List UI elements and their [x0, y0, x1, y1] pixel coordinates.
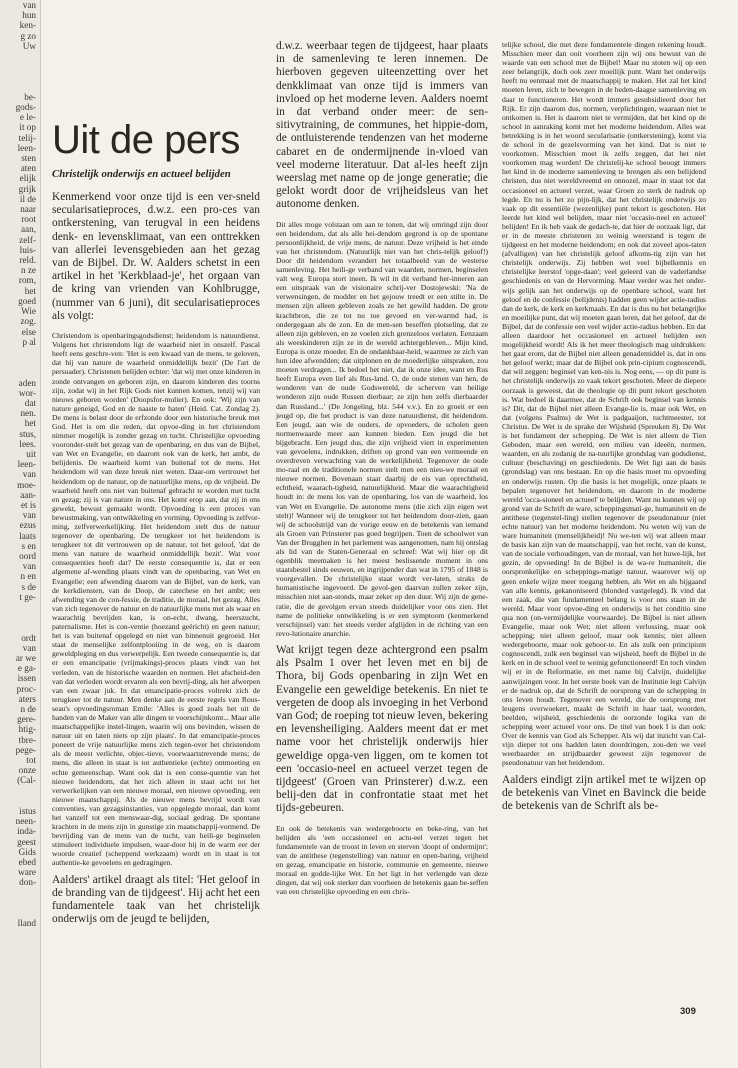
- gutter-line: et is: [20, 499, 36, 510]
- gutter-line: stus,: [19, 428, 36, 439]
- gutter-line: n de: [20, 704, 36, 715]
- gutter-line: [0, 61, 40, 71]
- gutter-line: van: [22, 510, 36, 521]
- gutter-line: van: [22, 642, 36, 653]
- gutter-line: [0, 898, 40, 908]
- gutter-line: grijk: [18, 183, 36, 194]
- gutter-line: uit: [26, 448, 36, 459]
- gutter-line: Wie: [21, 306, 36, 317]
- gutter-line: s en: [21, 540, 36, 551]
- gutter-line: else: [21, 326, 36, 337]
- gutter-line: t ge-: [19, 591, 36, 602]
- gutter-line: root: [21, 214, 36, 225]
- middle-lead-paragraph: d.w.z. weerbaar tegen de tijdgeest, haar plaats in de samenleving te leren innemen. De hierboven gegeven uiteenzetting over het denkklimaat van onze tijd is immers van invloed op het moderne leven. Aalders noemt in dat verband onder meer: de sen-sitivytraining, de communes, het hippie-dom, de ontluisterende tendenzen van het moderne cabaret en de ondermijnende in-vloed van veel moderne literatuur. Dat al-les heeft zijn weerslag met name op de jonge generatie; die gelokt wordt door de vrijheidsleus van het autonome denken.: [276, 40, 488, 211]
- gutter-line: Gids: [18, 846, 36, 857]
- gutter-line: het: [24, 285, 36, 296]
- gutter-line: tbre-: [18, 734, 36, 745]
- middle-quoted-passage: Dit alles moge volstaan om aan te tonen, dat wij omringd zijn door een heidendom, dat als alle hei-dendom gegrond is op de spontane persoonlijkheid, de vrije mens, de natuur. Deze vrijheid is het einde van het christendom. (Natuurlijk niet van het chris-telijk geloof!) Door dit heidendom verandert het totaalbeeld van de westerse samenleving. Het heili-ge verband van waarden, normen, beginselen valt weg. Europa stort ineen. Ik wil in dit verband her-inneren aan een uitspraak van de visionaire schrij-ver Dostojewski: 'Na de verwensingen, de modder en het gejouw treedt er een stilte in. De mensen zijn alleen gebleven zoals ze het gewild hadden. De grote krachtbron, die ze tot nu toe gevoed en ver-warmd had, is ondergegaan als de zon. En de men-sen beseffen plotseling, dat ze alleen zijn gebleven, en ze voelen zich grenzeloos verlaten. Eenzaam als weeskinderen zijn ze in de wereld achtergebleven... Mijn kind, Europa is onze moeder. En de ondankbaar-heid, waarmee ze zich van hun idee afwendden; dat uitplonen en de moederlijke uitspraken, zou moeten verdragen... Ik bedoel het niet, dat ik onze idee, want en Rus heeft Europa even lief als Rus-land. O, de oude stenen van hen, de wonderen van de oude Godswereld, de scherven van heilige wonderen zijn oude Russen dierbaar; ze zijn hen zelfs dierbaarder dan Russland...' (De Jongeling, blz. 544 v.v.). En zo groeit er een jeugd op, die het product is van deze natuurdienst, dit heidendom. Een jeugd, aan wie de ouders, de opvoeders, de scholen geen normenwaarde meer aan kunnen bieden. Een jeugd die het bijgebracht. Een jeugd dus, die zijn vrijheid viert in experimenten van gevoelens, indrukken, driften op grond van een vermeende en overdreven verwachting van de werkelijkheid. Tegenover de oude mo-raal en de traditionele normen stelt men een nieu-we moraal en nieuwe normen. Bovenaan staat daarbij de eis van oprechtheid, echtheid, waarach-tigheid, natuurlijkheid. Maar die waarachtigheid houdt in: de mens los van de openbaring, los van de waarheid, los van Wet en Evangelie. De autonome mens (die zich zijn eigen wet stelt)! Wanneer wij de terugkeer tot het heidendom door-zien, gaan wij de schoolstrijd van de vorige eeuw en de betekenis van iemand als Groen van Prinsterer pas goed begrijpen. Toen de schoolwet van Van der Brugghen in het parlement was aangenomen, nam hij ontslag als lid van de Staten-Generaal en schreef: Wat wij hier op dit ogenblik meemaken is het meest beslissende moment in ons staatsbestel sinds eeuwen, en ingrijpender dan wat in 1795 of 1848 is voorgevallen. De christelijke staat wordt ver-laten, straks de humanistische ingevoerd. De gevol-gen daarvan zullen zeker zijn, misschien niet aan-stonds, maar zeker op den duur. Wij zijn de gene-ratie, die de gevolgen ervan steeds duidelijker voor ons zien. Het name de politieke ontwikkeling is er een symptoom (kenmerkend verschijnsel) van: het steeds verder afglijden in de richting van een revo-lutionaire anarchie.: [276, 219, 488, 638]
- gutter-line: luis-: [19, 244, 36, 255]
- gutter-line: inda-: [17, 826, 36, 837]
- gutter-line: elijk: [19, 173, 36, 184]
- gutter-line: rom,: [18, 275, 36, 286]
- gutter-line: nen.: [20, 408, 36, 419]
- gutter-line: aters: [18, 693, 36, 704]
- gutter-line: neen-: [15, 816, 36, 827]
- gutter-line: leen-: [17, 142, 36, 153]
- gutter-line: [0, 347, 40, 357]
- gutter-line: goed: [18, 295, 36, 306]
- gutter-line: issen: [17, 673, 36, 684]
- gutter-line: leen-: [17, 459, 36, 470]
- gutter-line: htig-: [18, 724, 36, 735]
- column-middle: [276, 40, 488, 896]
- gutter-line: [0, 786, 40, 796]
- column-right: [502, 40, 706, 821]
- gutter-line: istus: [19, 806, 36, 817]
- gutter-line: [0, 71, 40, 81]
- gutter-line: aden: [18, 377, 36, 388]
- psalm-paragraph: Wat krijgt tegen deze achtergrond een psalm als Psalm 1 over het leven met en bij de Thora, bij Gods openbaring in zijn Wet en Evangelie een geweldige betekenis. En niet te vergeten de doop als invoeging in het Verbond van God; de roeping tot nieuw leven, bekering en levensheiliging. Aalders meent dat er met name voor het christelijk onderwijs hier geweldige opga-ven liggen, om te komen tot een 'occasio-neel en actueel verzet tegen de tijdgeest' (Groen van Prinsterer) d.w.z. een belij-den dat in confrontatie staat met het tijds-gebeuren.: [276, 643, 488, 815]
- gutter-line: proc-: [16, 683, 36, 694]
- previous-page-edge: [0, 0, 41, 1068]
- intro-paragraph: Kenmerkend voor onze tijd is een ver-sneld secularisatieproces, d.w.z. een pro-ces van ontkerstening, van terugval in een heidens denk- en levensklimaat, van een onttrekken van allerlei levensgebieden aan het gezag van de Bijbel. Dr. W. Aalders schetst in een artikel in het 'Kerkblaad-je', het orgaan van de kring van vrienden van Kohlbrugge, (nummer van 6 juni), dit secularisatieproces als volgt:: [52, 191, 260, 322]
- gutter-line: dat: [24, 397, 36, 408]
- gutter-line: ezus: [19, 520, 36, 531]
- gutter-line: oord: [19, 550, 36, 561]
- gutter-line: e le-: [19, 112, 36, 123]
- gutter-line: n ze: [20, 265, 36, 276]
- gutter-line: [0, 622, 40, 632]
- gutter-line: reld.: [19, 255, 36, 266]
- gutter-line: n en: [20, 571, 36, 582]
- gutter-line: p al: [22, 336, 36, 347]
- gutter-line: zog.: [20, 316, 36, 327]
- gutter-line: geest: [17, 836, 36, 847]
- gutter-line: zelf-: [19, 234, 36, 245]
- gutter-line: moe-: [17, 479, 36, 490]
- closing-paragraph-right: Aalders eindigt zijn artikel met te wijzen op de betekenis van Vinet en Bavinck die beide de betekenis van de Schrift als be-: [502, 773, 706, 812]
- gutter-line: pege-: [15, 744, 36, 755]
- gutter-line: [0, 357, 40, 367]
- gutter-line: [0, 612, 40, 622]
- column-left: [52, 118, 260, 934]
- gutter-line: ordt: [21, 632, 36, 643]
- page-title: Uit de pers: [52, 118, 240, 162]
- gutter-line: het: [24, 418, 36, 429]
- gutter-line: telij-: [18, 132, 36, 143]
- gutter-line: g zo: [20, 30, 36, 41]
- gutter-line: gods-: [15, 102, 36, 113]
- gutter-line: [0, 908, 40, 918]
- gutter-line: hun: [22, 10, 36, 21]
- gutter-line: tot: [26, 755, 36, 766]
- gutter-line: van: [22, 561, 36, 572]
- gutter-line: ware: [18, 867, 36, 878]
- gutter-line: it op: [19, 122, 36, 133]
- right-quoted-passage: telijke school, die met deze fundamentele dingen rekening houdt. Misschien meer dan ooit voorheen zijn wij ons bewust van de waarde van een school met de Bijbel! Maar nu stoten wij op een zeer belangrijk, doch ook zeer moeilijk punt. Want het onderwijs heeft nu eenmaal met de maatschappij te maken. Het zal het kind moeten leren, zich te bewegen in de heden-daagse samenleving en daar te functioneren. Het wordt immers gesubsidieerd door het Rijk. Er zijn daarom dus, normen, verplichtingen, waaraan niet te ontkomen is. Het is daarom niet te vermijden, dat het kind op de school in aanraking komt met het moderne heidendom. Alles wat betrekking is in het woord secularisatie (ontkerstening), komt via de school in de gezelsvorming van het kind. Dat is niet te voorkomen. Misschien moet ik zelfs zeggen, dat het niet voorkomen mag worden! De christelij-ke school beoogt immers het kind in de moderne samenleving te brengen als een belijdend christen, dus niet wereldvreemd en onnozel, maar in staat tot dat occasioneel en actueel verzet, waar Groen zo sterk de nadruk op legde. En nu is het zo pijn-lijk, dat het christelijk onderwijs zo vaak op dit essentiële (wezenlijke) punt tekort is geschoten. Het leerde het kind wel belijden, maar niet 'occasio-neel en actueel' belijden! En ik heb vaak de gedach-te, dat hier de oorzaak ligt, dat er in de meeste christenen zo weinig weerstand is tegen de tijdgeest en het moderne heidendom; en ook dat zoveel apos-taten (afvalligen) van het christelijk geloof afkoms-tig zijn van het christelijk onderwijs. Zij hebben wel veel bijbelkennis en christelijke leerstof 'opge-daan'; veel geleerd van de vaderlandse geschiedenis en van de Hervorming. Maar verder was het onder-wijs gelijk aan het onderwijs op de openbare school, want het geloof en de confessie (belijdenis) hadden geen wijder actie-radius dan de kerk, de kerk en kerkmaals. En dat is dus nu het belangrijke en moeilijke punt, dat wij moeten gaan leren, dat het geloof, dat de Bijbel, dat de confessie een veel wijder actie-radius hebben. En dat alleen daardoor het occasioneel en actueel belijden een mogelijkheid wordt! Als ik het meer theologisch mag uitdrukken: het gaat erom, dat de Bijbel niet alleen genademiddel is, dat in ons het geloof werkt; maar dat de Bijbel ook prin-cipium cognoscendi, dat wil zeggen: beginsel van ken-nis is. Nog eens, — op dit punt is het christelijk onderwijs zo vaak tekort geschoten. Meer de diepere oorzaak is geweest, dat de theologie op dit punt tekort geschoten is. Wat bedoel ik daarmee, dat de Schrift ook beginsel van kennis is? Dit, dat de Bijbel niet alleen Evange-lie is, maar ook Wet, en dat (volgens Psalms) de Wet is padgaaijon, tuchtmeester, tot Christus. De Wet is de sprake der Wijsheid (Spreuken 8). De Wet is het fundament der schepping. De Wet is niet alleen de Tien Geboden, maar een wereld, een milieu van ideeën, normen, waarden, en als zodanig de na-tuurlijke grondslag van godsdienst, cultuur (beschaving) en geschiedenis. De Wet ligt aan de basis (grondslag) van ons bestaan. En op die basis moet nu opvoeding en onderwijs rusten. Op die basis is het mogelijk, onze plaats te bepalen tegenover het heidendom, en daarom in de moderne wereld 'occa-sioneel en actueel' te belijden. Want nu kunnen wij op grond van de Schrift de ware, scheppingsmati-ge, humaniteit en de antithese (tegenstel-ling) stellen tegenover de pseudonatuur (niet echte natuur) van het moderne heidendom. Nu weten wij van de ware humaniteit (menselijkheid)! Nu we-ten wij wat alleen maar de basis kan zijn van de maatschappij, van het recht, van de kunst, van de sociale verhoudingen, van de moraal, van het huwe-lijk, het gezin, de opvoeding! In de Bijbel is de wa-re humaniteit, die oorspronkelijke en scheppings-matige natuur, waarover wij op geen enkele wijze meer toegang hebben, als Wet en als bijgaand van alle kennis, gekanoniseerd (blonded vastgelegd). Ik vind dat een zaak, die van fundamenteel belang is voor ons staan in de wereld. Maar voor opvoe-ding en onderwijs is het conditio sine qua non (on-vermijdelijke voorwaarde). De Bijbel is niet alleen Evangelie, maar ook Wet; niet alleen verlossing, maar ook schepping; niet alleen geloof, maar ook kennis; niet alleen wedergeboorte, maar ook geboor-te. En als zulk een principium cognoscendi, zulk een beginsel van wijsheid, heeft de Bijbel in de kerk en in de school veel te weinig gefunctioneerd! En toch vinden wij er in de Reformatie, en met name bij Calvijn, duidelijke aanwijzingen voor. In het eerste boek van de Institutie legt Calvijn er de nadruk op, dat de Schrift de oorsprong van de schepping in ons leven houdt. Tegenover een wereld, die de oorsprong met leugens overwoekert, maakt de Schrift in haar taal, woorden, beelden, wijsheid, geschiedenis de oorzonde logika van de schepping weer actueel voor ons. De titel van boek I is dan ook: Over de kennis van God als Schepper. Als wij dat inzicht van Cal-vijn dieper tot ons hadden laten doordringen, zou-den we veel weerbaarder en strijdbaarder geweest zijn tegenover de pseudonatuur van het heidendom.: [502, 40, 706, 768]
- middle-closing-passage: En ook de betekenis van wedergeboorte en beke-ring, van het belijden als 'een occasioneel en actu-eel verzet tegen het fundamentele van de troost in leven en sterven 'doopt of ondermijnt'; van de antithese (tegenstelling) van natuur en open-baring, vrijheid en gezag, emancipatie en historie, communie en gemeente, nieuwe moraal en godde-lijke Wet. En het ligt in het verlengde van deze dingen, dat wij ook sterker dan voorheen de betekenis gaan be-seffen van een christelijke opvoeding en een chris-: [276, 823, 488, 897]
- gutter-line: lland: [17, 918, 36, 929]
- gutter-line: Uw: [22, 40, 36, 51]
- gutter-line: [0, 796, 40, 806]
- gutter-line: [0, 602, 40, 612]
- gutter-line: ar we: [15, 653, 36, 663]
- closing-paragraph-left: Aalders' artikel draagt als titel: 'Het geloof in de branding van de tijdgeest'. Hij acht het een fundamentele taak van het christelijk onderwijs om de jeugd te belijden,: [52, 873, 260, 926]
- gutter-line: gere-: [17, 714, 36, 725]
- gutter-line: ken-: [19, 20, 36, 31]
- gutter-line: van: [22, 469, 36, 480]
- gutter-line: [0, 82, 40, 92]
- gutter-line: (Cal-: [17, 775, 36, 786]
- gutter-line: onze: [18, 765, 36, 776]
- gutter-line: [0, 51, 40, 61]
- gutter-line: e ga-: [17, 663, 36, 674]
- gutter-line: lees.: [19, 438, 36, 449]
- gutter-line: laats: [19, 530, 36, 541]
- gutter-line: aten: [20, 163, 36, 174]
- gutter-line: aan,: [20, 224, 36, 235]
- gutter-line: be-: [24, 91, 36, 102]
- gutter-line: sten: [21, 153, 36, 164]
- quoted-passage: Christendom is openbaringsgodsdienst; heidendom is natuurdienst. Volgens het christendom ligt de waarheid niet in onszelf. Pascal heeft eens geschre-ven: 'Het is een kwaad van de mens, te geloven, dat hij van nature de waarheid onmiddellijk bezit' (De l'art de persuader). Christenen belijden echter: 'dat wij met onze kinderen in zonde ontvangen en geboren zijn, en daarom kinderen des toorns zijn, zodat wij in het Rijk Gods niet kunnen komen, tenzij wij van nieuws geboren worden' (Doopsfor-mulier). En ook: 'Wij zijn van nature geneigd, God en de naaste te haten' (Heid. Cat. Zondag 2). De mens is belast door de erfzonde door een historische breuk met God. Het is om die reden, dat opvoe-ding in het christendom nimmer mogelijk is zonder gezag en tucht. Christelijke opvoeding vooronder-stelt het gezag van de openbaring, en dus van de Bijbel, van Wet en Evangelie, en daarom ook van de kerk, het ambt, de belijdenis. De waarheid komt van buitenaf tot de mens. Het heidendom wil van deze breuk niet weten. Daar-om vertrouwt het heidendom op de natuur, op de natuurlijke mens, op de vrijheid. De waarheid heeft ons niet van buitenaf gebracht te worden met tucht en gezag; zij is van nature in ons. Het komt erop aan, dat zij in ons gewekt, bewust gemaakt wordt. Opvoeding is een proces van bewustmaking, van ontwikkeling en vorming. Opvoeding is zelfvor-ming, zelfverwerkelijking. Het heidendom stelt dus de natuur tegenover de openbaring. De terugkeer tot het heidendom is terugkeer tot dit vertrouwen op de natuur, tot het geloof, 'dat de mens van nature de waarheid onmiddellijk bezit'. Wat voor consequenties heeft dat? De eerste consequentie is, dat er een algemene af-wending plaats vindt van de openbaring, van Wet en Evangelie; een afwending daarom van de Bijbel, van de kerk, van de kerkdiensten, van de Doop, de catechese en het ambt; een afwending van de con-fessie, de traditie, de moraal, het gezag. Alles van zich tegenover de natuur en de natuurlijke mens met als waar en waarachtig bevrijden kan, is on-echt, dwang, heerszucht, paternalisme. Het is con-ventie (hoezand geëricht) en geen natuur; het is van buitenaf opgelegd en niet van binnenuit gegroeid. Het staat de menselijke zelfontplooiing in de weg, en is daarom geweldpleging en dus verwerpelijk. Een tweede consequentie is, dat er een emancipatie (vrijmakings)-proces plaats vindt van het verleden, van de historische waarden en normen. Het afscheid-den van dat verleden wordt ervaren als een bevrij-ding, als het afwerpen van een zwaar juk. In dat emancipatie-proces voltrekt zich de terugkeer tot de natuur. Men denke aan de eerste regels van Rous-seau's opvoedingsroman Emile: 'Alles is goed zoals het uit de handen van de Maker van alle dingen te voorschijnkomt... Maar alle maatschappelijke instel-lingen, waarin wij ons bevinden, wissen de natuur uit en laten niets op zijn plaats'. In dat emancipatie-proces poneert de vrije natuurlijke mens zich tegen-over het christendom als de meest verlichte, objec-tieve, voorwaartstrevende mens; de mens, die alleen in staat is tot authentieke (echte) ontmoeting en echte gemeenschap. Want ook dat is een conse-quentie van het nieuwe heidendom, dat het zich alleen in staat acht tot het verwerkelijken van een nieuwe moraal, een nieuwe opvoeding, een nieuwe maatschappij. Als de nieuwe mens bevrijd wordt van conventies, van gezagsinstanties, van opgelegde moraal, dan komt het vanzelf tot een menswaar-dig, sociaal gedrag. De spontane krachten in de mens zijn in gunstige zin maatschappij-vormend. De bevrijding van de mens van de tucht, van heili-ge beginselen stimuleert individuele impulsen, waar-door hij in de warm eer der woorde creatief (scheppend werkzaam) wordt en in staat is tot authentie-ke gevoelens en gedragingen.: [52, 331, 261, 868]
- gutter-line: ebed: [18, 857, 36, 868]
- gutter-line: don-: [19, 877, 36, 888]
- gutter-line: wor-: [18, 387, 36, 398]
- gutter-line: [0, 367, 40, 377]
- page-subtitle: Christelijk onderwijs en actueel belijden: [52, 168, 231, 180]
- gutter-line: van: [22, 0, 36, 10]
- gutter-line: s de: [21, 581, 36, 592]
- gutter-line: naar: [20, 204, 36, 215]
- gutter-line: [0, 888, 40, 898]
- gutter-line: il de: [19, 193, 36, 204]
- gutter-line: aan-: [20, 489, 36, 500]
- page-number: 309: [680, 1006, 696, 1017]
